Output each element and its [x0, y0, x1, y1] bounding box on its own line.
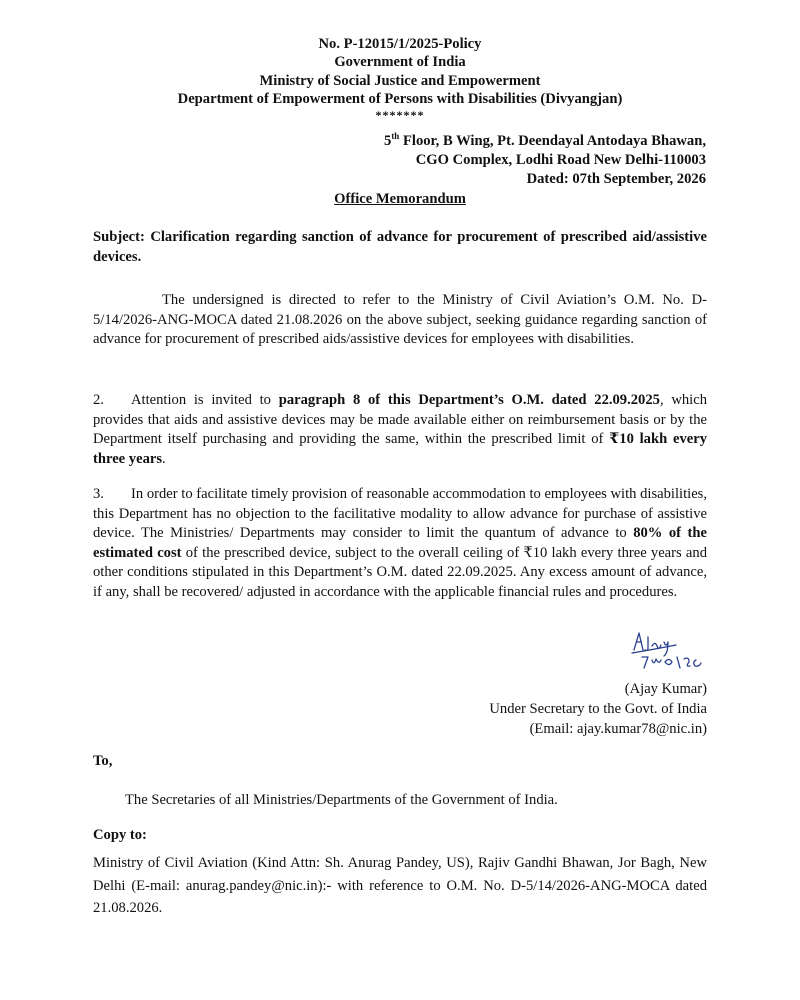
address-line-1-text: Floor, B Wing, Pt. Deendayal Antodaya Bhawan, — [399, 133, 706, 149]
dated-line: Dated: 07th September, 2026 — [526, 171, 706, 187]
address-line-1 — [384, 132, 706, 151]
paragraph-3-text-b: of the prescribed device, subject to the overall ceiling of ₹10 lakh every three years and other conditions stipulated in this Department’s O.M. dated 22.09.2025. Any excess amount of advance, if any, shall be recovered/ adjusted in accordance with the applicable financial rules and procedures. — [93, 544, 707, 600]
paragraph-1: The undersigned is directed to refer to the Ministry of Civil Aviation’s O.M. No. D-5/14/2026-ANG-MOCA dated 21.08.2026 on the above subject, seeking guidance regarding sanction of advance for procurement of prescribed aids/assistive devices for employees with disabilities. — [93, 292, 707, 348]
signatory-email: (Email: ajay.kumar78@nic.in) — [529, 721, 707, 737]
paragraph-2-text-b: , which provides that aids and assistive devices may be made available either on reimbursement basis or by the Department itself purchasing and providing the same, within the prescribed limit of — [93, 392, 708, 448]
signatory-block — [489, 679, 707, 739]
to-label: To, — [93, 753, 113, 769]
recipients-text: The Secretaries of all Ministries/Departments of the Government of India. — [125, 792, 558, 808]
letterhead — [0, 35, 800, 121]
office-address — [384, 132, 706, 189]
paragraph-2-text-c: . — [162, 450, 166, 467]
address-line-2: CGO Complex, Lodhi Road New Delhi-110003 — [415, 152, 706, 168]
signatory-name: (Ajay Kumar) — [624, 681, 707, 697]
separator-stars: ******* — [375, 107, 425, 122]
paragraph-3-text-a: In order to facilitate timely provision of reasonable accommodation to employees with disabilities, this Department has no objection to the facilitative modality to allow advance for purchase of assistive device. The Ministries/ Departments may consider to limit the quantum of advance to — [93, 486, 707, 542]
reference-number: No. P-12015/1/2025-Policy — [318, 36, 482, 52]
handwritten-signature — [628, 628, 708, 672]
paragraph-2-bold-limit: ₹10 lakh every three years — [93, 431, 708, 467]
paragraph-2-bold-reference: paragraph 8 of this Department’s O.M. dated 22.09.2025 — [278, 392, 660, 408]
paragraph-2-number: 2. — [93, 392, 104, 408]
ministry-name: Ministry of Social Justice and Empowerment — [259, 72, 541, 89]
memo-title: Office Memorandum — [334, 191, 466, 207]
subject-line: Subject: Clarification regarding sanction of advance for procurement of prescribed aid/assistive devices. — [93, 229, 707, 265]
signatory-designation: Under Secretary to the Govt. of India — [489, 701, 707, 717]
paragraph-2 — [93, 391, 707, 469]
floor-number: 5 — [384, 133, 392, 149]
floor-superscript: th — [391, 131, 400, 142]
department-name: Department of Empowerment of Persons with Disabilities (Divyangjan) — [177, 91, 623, 108]
paragraph-3-bold-percent: 80% of the estimated cost — [93, 525, 707, 561]
paragraph-2-text-a: Attention is invited to — [131, 392, 279, 408]
copy-to-text: Ministry of Civil Aviation (Kind Attn: Sh. Anurag Pandey, US), Rajiv Gandhi Bhawan, Jor Bagh, New Delhi (E-mail: anurag.pandey@nic.in):- with reference to O.M. No. D-5/14/2026-ANG-MOCA dated 21.08.2026. — [93, 855, 707, 916]
copy-to-label: Copy to: — [93, 827, 147, 843]
paragraph-3-number: 3. — [93, 486, 104, 502]
government-name: Government of India — [334, 54, 466, 71]
paragraph-3 — [93, 485, 707, 603]
